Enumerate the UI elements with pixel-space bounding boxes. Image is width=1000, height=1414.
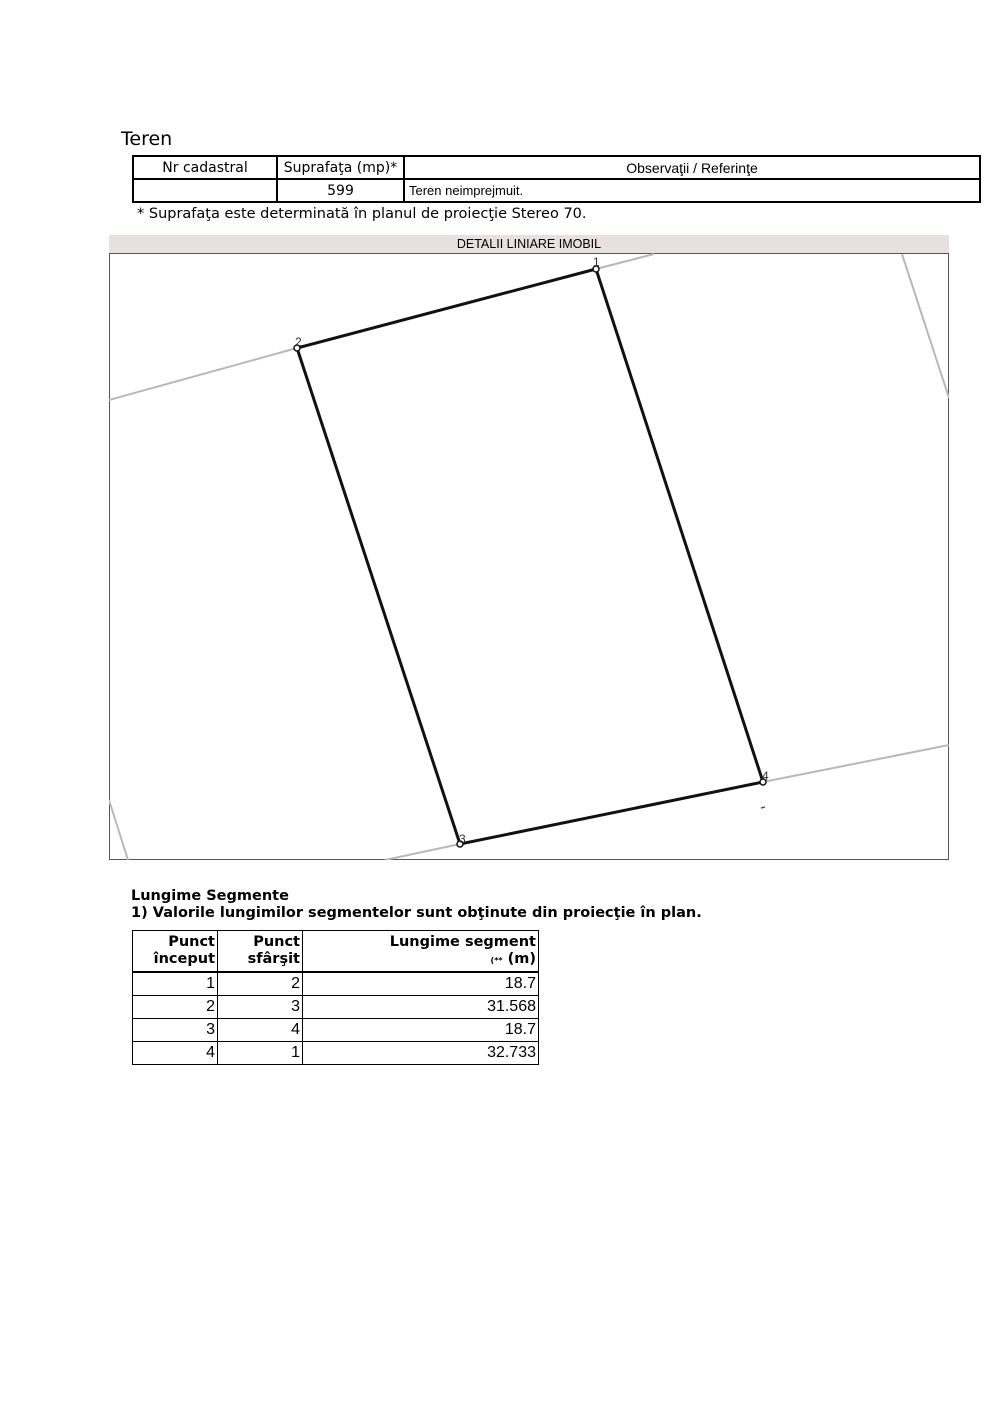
header-start-line2: început (153, 951, 215, 967)
segments-title: Lungime Segmente (131, 888, 289, 904)
cell-end: 4 (218, 1019, 303, 1042)
table-row (133, 1042, 539, 1065)
vertex-label: 1 (593, 255, 600, 269)
header-start-point (133, 931, 218, 973)
header-end-line1: Punct (253, 934, 300, 950)
cell-start: 1 (133, 972, 218, 996)
cell-length: 18.7 (303, 1019, 539, 1042)
cell-start: 3 (133, 1019, 218, 1042)
neighbor-line (596, 254, 654, 269)
segments-note: 1) Valorile lungimilor segmentelor sunt obţinute din proiecţie în plan. (131, 905, 702, 921)
vertex-label: 2 (295, 335, 302, 349)
table-row (133, 1019, 539, 1042)
cell-suprafata: 599 (277, 179, 404, 202)
cell-start: 4 (133, 1042, 218, 1065)
plan-frame (110, 254, 949, 860)
table-row (133, 972, 539, 996)
header-end-point (218, 931, 303, 973)
neighbor-line (902, 254, 949, 398)
cell-end: 1 (218, 1042, 303, 1065)
segments-header-row (133, 931, 539, 973)
cell-length: 18.7 (303, 972, 539, 996)
teren-table (132, 155, 981, 203)
neighbor-line (763, 745, 949, 782)
header-nr-cadastral: Nr cadastral (133, 156, 277, 179)
teren-table-header-row (133, 156, 980, 179)
header-suprafata: Suprafaţa (mp)* (277, 156, 404, 179)
neighbor-line (385, 844, 460, 860)
header-length-line2: (m) (507, 950, 536, 967)
header-length-sup: (** (490, 955, 503, 965)
plan-header: DETALII LINIARE IMOBIL (109, 235, 949, 253)
header-end-line2: sfârşit (247, 951, 300, 967)
cell-length: 31.568 (303, 996, 539, 1019)
section-title-teren: Teren (121, 128, 173, 150)
header-start-line1: Punct (168, 934, 215, 950)
cell-observatii: Teren neimprejmuit. (404, 179, 980, 202)
cell-start: 2 (133, 996, 218, 1019)
surface-footnote: * Suprafaţa este determinată în planul de proiecţie Stereo 70. (137, 206, 587, 222)
parcel-plan (109, 253, 949, 860)
neighbor-line (109, 348, 297, 400)
cell-end: 2 (218, 972, 303, 996)
segments-table (132, 930, 539, 1065)
neighbor-line (109, 800, 128, 860)
cell-nr-cadastral (133, 179, 277, 202)
vertex-label: 3 (459, 832, 466, 846)
cell-end: 3 (218, 996, 303, 1019)
parcel-boundary (297, 269, 763, 844)
vertex-label: 4 (762, 769, 769, 783)
header-observatii: Observaţii / Referinţe (404, 156, 980, 179)
header-length (303, 931, 539, 973)
teren-table-row (133, 179, 980, 202)
header-length-line1: Lungime segment (389, 933, 536, 950)
parcel-plan-svg (109, 253, 949, 860)
plan-mark (761, 807, 765, 808)
table-row (133, 996, 539, 1019)
cell-length: 32.733 (303, 1042, 539, 1065)
